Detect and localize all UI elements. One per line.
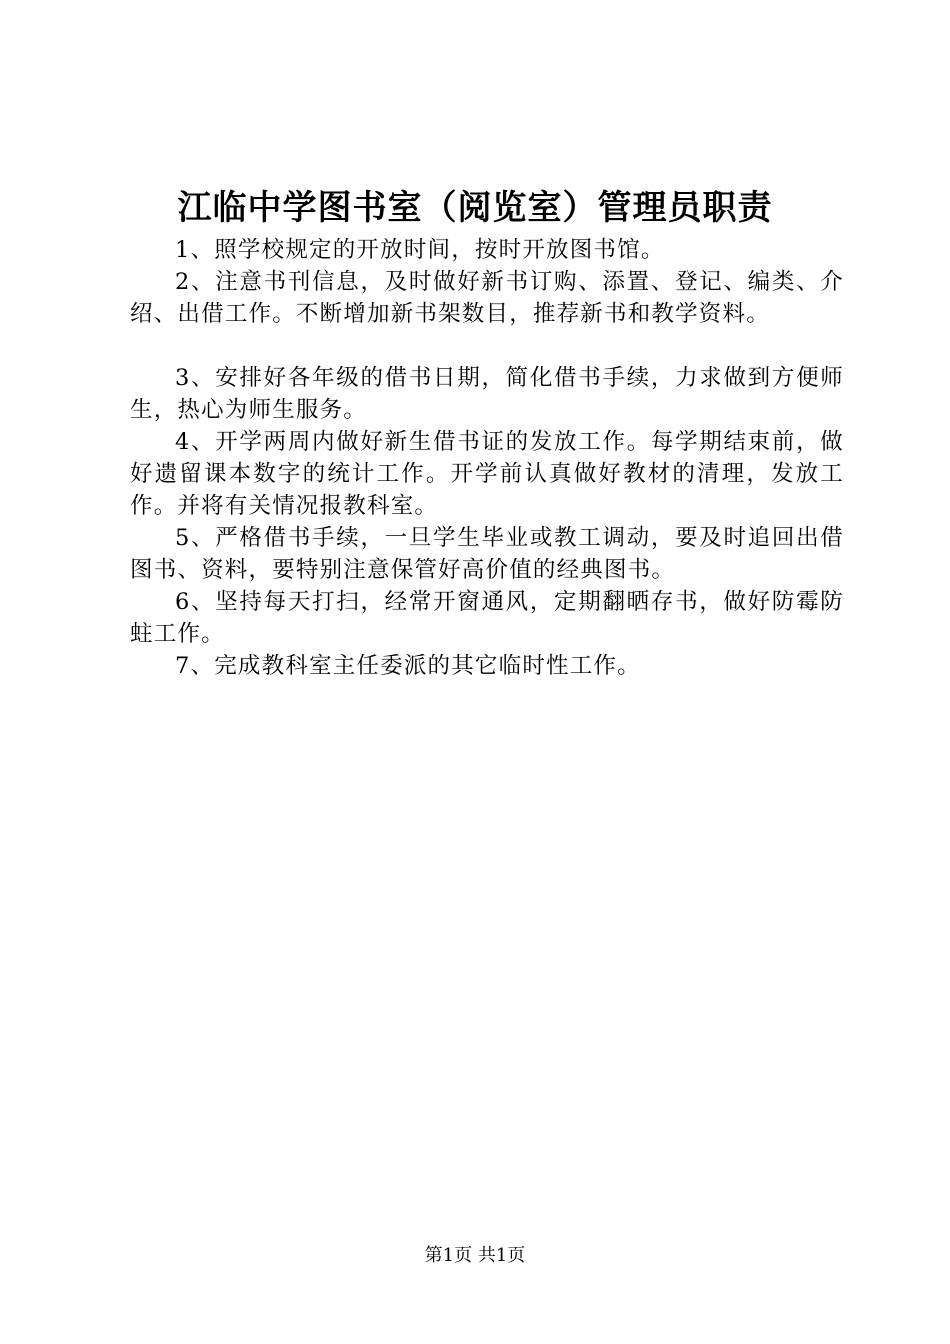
- duty-item-5: 5、严格借书手续，一旦学生毕业或教工调动，要及时追回出借图书、资料，要特别注意保管好高价值的经典图书。: [130, 525, 844, 583]
- duty-item-3: 3、安排好各年级的借书日期，简化借书手续，力求做到方便师生，热心为师生服务。: [130, 365, 844, 423]
- page-number-footer: 第1页 共1页: [424, 1245, 526, 1266]
- duty-item-7: 7、完成教科室主任委派的其它临时性工作。: [175, 653, 641, 679]
- duty-item-1: 1、照学校规定的开放时间，按时开放图书馆。: [175, 237, 665, 263]
- duty-item-6: 6、坚持每天打扫，经常开窗通风，定期翻晒存书，做好防霉防蛀工作。: [130, 589, 844, 647]
- document-body: [130, 234, 844, 682]
- duty-item-2: 2、注意书刊信息，及时做好新书订购、添置、登记、编类、介绍、出借工作。不断增加新书架数目，推荐新书和教学资料。: [130, 269, 844, 327]
- duty-item-4: 4、开学两周内做好新生借书证的发放工作。每学期结束前，做好遗留课本数字的统计工作。开学前认真做好教材的清理，发放工作。并将有关情况报教科室。: [130, 429, 844, 519]
- document-title: 江临中学图书室（阅览室）管理员职责: [177, 188, 773, 228]
